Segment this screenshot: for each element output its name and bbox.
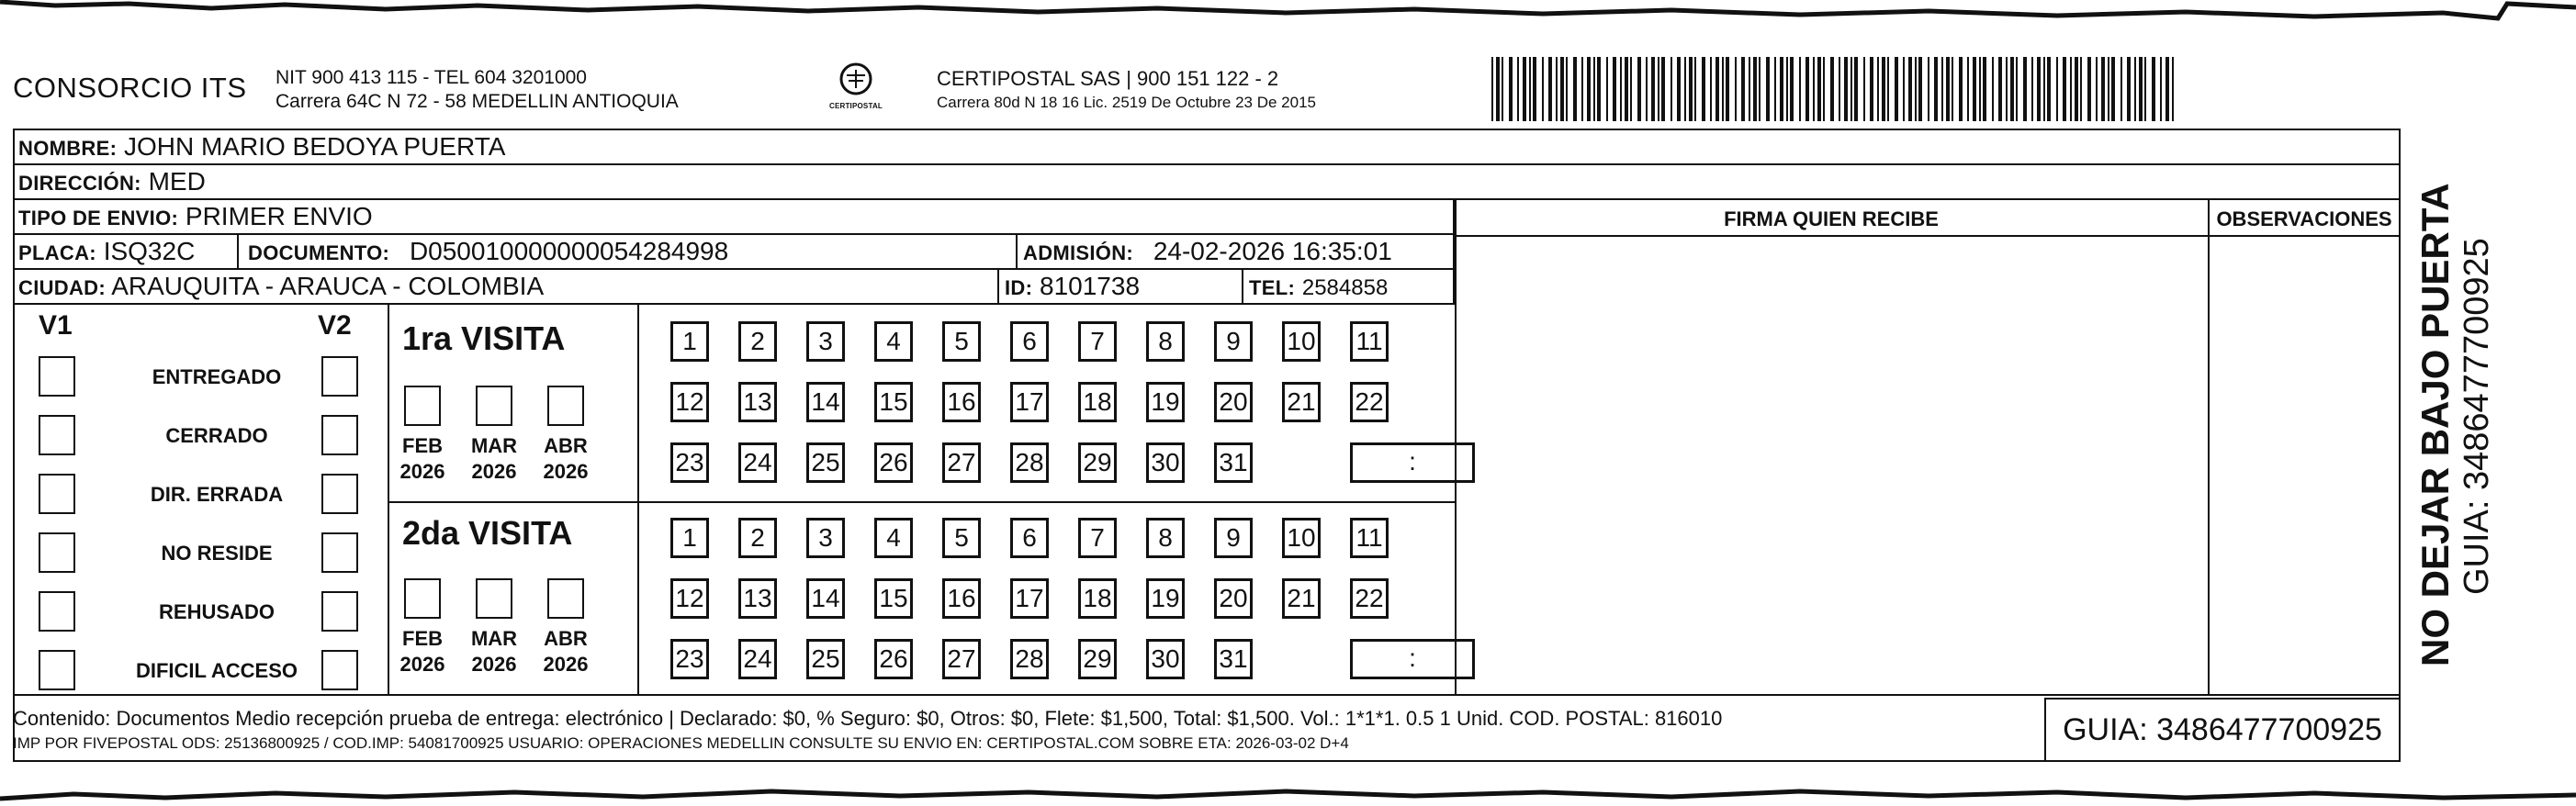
day-box[interactable]: 2 [738, 321, 777, 362]
day-box[interactable]: 31 [1214, 639, 1253, 679]
day-box[interactable]: 11 [1350, 518, 1389, 558]
month-label [467, 626, 522, 677]
barcode [1491, 57, 2180, 121]
day-box[interactable]: 11 [1350, 321, 1389, 362]
barcode-bar [1887, 57, 1889, 121]
barcode-bar [1774, 57, 1776, 121]
observaciones-area[interactable] [2211, 239, 2397, 692]
month-checkbox[interactable] [404, 578, 441, 619]
barcode-bar [1613, 57, 1616, 121]
day-box[interactable]: 2 [738, 518, 777, 558]
status-label: DIR. ERRADA [150, 483, 284, 506]
nombre-value: JOHN MARIO BEDOYA PUERTA [123, 132, 506, 161]
month-label [467, 433, 522, 485]
day-box[interactable]: 12 [670, 578, 709, 619]
status-label: CERRADO [165, 424, 268, 447]
day-box[interactable]: 18 [1078, 578, 1117, 619]
tel-label: TEL: [1249, 276, 1296, 299]
month-name: ABR [544, 434, 588, 457]
day-box[interactable]: 30 [1146, 639, 1185, 679]
barcode-bar [1625, 57, 1628, 121]
v1-checkbox[interactable] [39, 591, 75, 632]
placa-row [15, 235, 1455, 270]
barcode-bar [1979, 57, 1981, 121]
day-box[interactable]: 14 [806, 578, 845, 619]
day-box[interactable]: 4 [874, 518, 913, 558]
barcode-bar [1741, 57, 1745, 121]
tel-divider [1242, 270, 1243, 303]
month-label [538, 626, 593, 677]
carrier-info [937, 66, 1316, 114]
day-box[interactable]: 22 [1350, 578, 1389, 619]
status-divider [388, 305, 389, 694]
imp-line: IMP POR FIVEPOSTAL ODS: 25136800925 / COD.IMP: 54081700925 USUARIO: OPERACIONES MEDELLIN CONSULTE SU ENVIO EN: CERTIPOSTAL.COM SOBRE ETA: 2026-03-02 D+4 [13, 734, 1349, 752]
barcode-bar [1533, 57, 1536, 121]
barcode-bar [1637, 57, 1641, 121]
barcode-bar [1529, 57, 1531, 121]
barcode-bar [2152, 57, 2155, 121]
day-box[interactable]: 16 [942, 382, 981, 422]
day-box[interactable]: 1 [670, 518, 709, 558]
day-box[interactable]: 19 [1146, 382, 1185, 422]
barcode-bar [2070, 57, 2072, 121]
day-box[interactable]: 29 [1078, 639, 1117, 679]
barcode-bar [1630, 57, 1632, 121]
direccion-row [15, 165, 2399, 200]
month-name: MAR [470, 627, 518, 650]
barcode-bar [2108, 57, 2109, 121]
barcode-bar [1702, 57, 1705, 121]
ciudad-row [15, 270, 1455, 305]
barcode-bar [2111, 57, 2115, 121]
month-year: 2026 [399, 460, 445, 483]
side-guia: GUIA: 3486477700925 [2458, 238, 2496, 595]
day-box[interactable]: 9 [1214, 321, 1253, 362]
day-box[interactable]: 5 [942, 518, 981, 558]
id-divider [997, 270, 999, 303]
barcode-bar [1573, 57, 1577, 121]
barcode-bar [2043, 57, 2045, 121]
barcode-bar [1606, 57, 1608, 121]
ciudad-value: ARAUQUITA - ARAUCA - COLOMBIA [111, 272, 545, 300]
barcode-bar [1959, 57, 1963, 121]
documento-group [248, 235, 728, 270]
month-checkbox[interactable] [547, 386, 584, 426]
day-box[interactable]: 3 [806, 518, 845, 558]
admision-label: ADMISIÓN: [1023, 241, 1134, 264]
month-name: FEB [402, 434, 443, 457]
barcode-bar [1661, 57, 1665, 121]
placa-divider [237, 235, 239, 268]
observaciones-header: OBSERVACIONES [2216, 207, 2392, 230]
barcode-bar [1759, 57, 1760, 121]
barcode-bar [1753, 57, 1757, 121]
tipo-row [15, 200, 1455, 235]
barcode-bar [2134, 57, 2136, 121]
company-name: CONSORCIO ITS [13, 72, 247, 104]
nombre-row [15, 130, 2399, 165]
barcode-bar [1946, 57, 1950, 121]
barcode-bar [1726, 57, 1729, 121]
barcode-bar [2031, 57, 2033, 121]
barcode-bar [1908, 57, 1912, 121]
side-warning: NO DEJAR BAJO PUERTA [2413, 183, 2457, 666]
month-year: 2026 [471, 460, 517, 483]
barcode-bar [2101, 57, 2105, 121]
day-box[interactable]: 16 [942, 578, 981, 619]
day-box[interactable]: 25 [806, 639, 845, 679]
v1-header: V1 [39, 310, 73, 341]
day-box[interactable]: 20 [1214, 578, 1253, 619]
day-box[interactable]: 17 [1010, 382, 1049, 422]
ciudad-label: CIUDAD: [18, 276, 106, 299]
firma-header: FIRMA QUIEN RECIBE [1724, 207, 1939, 230]
month-checkbox[interactable] [476, 578, 512, 619]
day-box[interactable]: 27 [942, 639, 981, 679]
month-name: FEB [402, 627, 443, 650]
barcode-bar [1799, 57, 1801, 121]
barcode-bar [1850, 57, 1852, 121]
barcode-bar [1903, 57, 1905, 121]
direccion-label: DIRECCIÓN: [18, 172, 141, 195]
second-visit-title: 2da VISITA [402, 514, 573, 552]
day-box[interactable]: 15 [874, 382, 913, 422]
barcode-bar [2160, 57, 2162, 121]
day-box[interactable]: 26 [874, 639, 913, 679]
barcode-bar [1509, 57, 1513, 121]
barcode-bar [1805, 57, 1809, 121]
delivery-form [13, 129, 2401, 696]
barcode-bar [1722, 57, 1724, 121]
barcode-bar [1786, 57, 1788, 121]
tel-group [1249, 270, 1388, 305]
barcode-bar [2010, 57, 2014, 121]
status-label: NO RESIDE [161, 542, 273, 565]
day-box[interactable]: 17 [1010, 578, 1049, 619]
barcode-bar [1918, 57, 1922, 121]
barcode-bar [1556, 57, 1558, 121]
tipo-value: PRIMER ENVIO [185, 202, 373, 230]
day-box[interactable]: 20 [1214, 382, 1253, 422]
day-box[interactable]: 7 [1078, 518, 1117, 558]
barcode-bar [2063, 57, 2066, 121]
carrier-name: CERTIPOSTAL SAS | 900 151 122 - 2 [937, 67, 1279, 90]
documento-label: DOCUMENTO: [248, 241, 390, 264]
placa-value: ISQ32C [103, 237, 196, 265]
barcode-bar [1689, 57, 1693, 121]
barcode-bar [1587, 57, 1591, 121]
barcode-bar [1735, 57, 1737, 121]
v1-checkbox[interactable] [39, 356, 75, 397]
day-box[interactable]: 5 [942, 321, 981, 362]
day-box[interactable]: 13 [738, 382, 777, 422]
admision-divider [1016, 235, 1018, 268]
barcode-bar [1941, 57, 1943, 121]
barcode-bar [1542, 57, 1544, 121]
barcode-bar [2120, 57, 2122, 121]
day-box[interactable]: 29 [1078, 442, 1117, 483]
day-box[interactable]: 7 [1078, 321, 1117, 362]
v1-checkbox[interactable] [39, 474, 75, 514]
month-label [395, 433, 450, 485]
company-address: Carrera 64C N 72 - 58 MEDELLIN ANTIOQUIA [276, 91, 679, 112]
v2-checkbox[interactable] [321, 591, 358, 632]
status-label: DIFICIL ACCESO [135, 659, 298, 682]
barcode-bar [1491, 57, 1493, 121]
barcode-bar [1560, 57, 1564, 121]
barcode-bar [1694, 57, 1696, 121]
barcode-bar [2144, 57, 2146, 121]
v2-checkbox[interactable] [321, 356, 358, 397]
month-checkbox[interactable] [404, 386, 441, 426]
status-label: ENTREGADO [152, 365, 282, 388]
barcode-bar [2075, 57, 2078, 121]
barcode-bar [2172, 57, 2174, 121]
barcode-bar [2056, 57, 2058, 121]
barcode-bar [1646, 57, 1648, 121]
barcode-bar [2016, 57, 2018, 121]
day-box[interactable]: 14 [806, 382, 845, 422]
day-box[interactable]: 25 [806, 442, 845, 483]
v2-header: V2 [318, 310, 352, 341]
barcode-bar [1790, 57, 1794, 121]
v2-checkbox[interactable] [321, 532, 358, 573]
barcode-bar [1523, 57, 1526, 121]
admision-group [1023, 235, 1392, 270]
company-nit: NIT 900 413 115 - TEL 604 3201000 [276, 67, 587, 88]
day-box[interactable]: 13 [738, 578, 777, 619]
barcode-bar [1998, 57, 2002, 121]
barcode-bar [1566, 57, 1568, 121]
day-box[interactable]: 10 [1282, 321, 1321, 362]
documento-value: D050010000000054284998 [409, 237, 729, 265]
carrier-address: Carrera 80d N 18 16 Lic. 2519 De Octubre 23 De 2015 [937, 94, 1316, 111]
day-box[interactable]: 8 [1146, 518, 1185, 558]
barcode-bar [1928, 57, 1929, 121]
barcode-bar [1749, 57, 1750, 121]
month-name: MAR [470, 434, 518, 457]
day-box[interactable]: 21 [1282, 382, 1321, 422]
barcode-bar [1813, 57, 1815, 121]
day-box[interactable]: 22 [1350, 382, 1389, 422]
day-box[interactable]: 8 [1146, 321, 1185, 362]
torn-top-edge [0, 0, 2576, 28]
day-box[interactable]: 24 [738, 442, 777, 483]
barcode-bar [1496, 57, 1500, 121]
month-year: 2026 [543, 653, 589, 676]
v1-checkbox[interactable] [39, 650, 75, 690]
v1-checkbox[interactable] [39, 415, 75, 455]
barcode-bar [1915, 57, 1917, 121]
barcode-bar [2165, 57, 2169, 121]
barcode-bar [2047, 57, 2051, 121]
firma-area[interactable] [1458, 239, 2206, 692]
day-box[interactable]: 30 [1146, 442, 1185, 483]
v2-checkbox[interactable] [321, 474, 358, 514]
columns-header-line [1457, 235, 2399, 237]
contenido-line: Contenido: Documentos Medio recepción prueba de entrega: electrónico | Declarado: $0, % Seguro: $0, Otros: $0, Flete: $1,500, Total: $1,500. Vol.: 1*1*1. 0.5 1 Unid. COD. POSTAL: 816010 [13, 707, 1723, 730]
barcode-bar [1597, 57, 1601, 121]
time-box[interactable]: : [1350, 639, 1475, 679]
day-box[interactable]: 10 [1282, 518, 1321, 558]
v2-checkbox[interactable] [321, 415, 358, 455]
day-box[interactable]: 24 [738, 639, 777, 679]
barcode-bar [1952, 57, 1953, 121]
barcode-bar [2006, 57, 2008, 121]
barcode-bar [1684, 57, 1686, 121]
month-checkbox[interactable] [547, 578, 584, 619]
barcode-bar [1863, 57, 1865, 121]
visit2-months-divider [637, 501, 639, 694]
time-box[interactable]: : [1350, 442, 1475, 483]
barcode-bar [1677, 57, 1681, 121]
day-box[interactable]: 9 [1214, 518, 1253, 558]
v2-checkbox[interactable] [321, 650, 358, 690]
month-year: 2026 [399, 653, 445, 676]
barcode-bar [1651, 57, 1655, 121]
month-year: 2026 [543, 460, 589, 483]
barcode-bar [1548, 57, 1552, 121]
month-year: 2026 [471, 653, 517, 676]
barcode-bar [2023, 57, 2027, 121]
day-box[interactable]: 12 [670, 382, 709, 422]
visit1-months-divider [637, 305, 639, 501]
barcode-bar [1766, 57, 1770, 121]
barcode-bar [1844, 57, 1848, 121]
day-box[interactable]: 23 [670, 442, 709, 483]
barcode-bar [1983, 57, 1986, 121]
barcode-bar [1581, 57, 1583, 121]
day-box[interactable]: 23 [670, 639, 709, 679]
guia-number: GUIA: 3486477700925 [2044, 698, 2401, 762]
id-value: 8101738 [1040, 272, 1141, 300]
month-name: ABR [544, 627, 588, 650]
barcode-bar [1502, 57, 1503, 121]
day-box[interactable]: 28 [1010, 442, 1049, 483]
barcode-bar [1934, 57, 1938, 121]
barcode-bar [1992, 57, 1994, 121]
barcode-bar [1870, 57, 1873, 121]
barcode-bar [1658, 57, 1659, 121]
barcode-bar [1715, 57, 1719, 121]
nombre-label: NOMBRE: [18, 137, 118, 160]
barcode-bar [1839, 57, 1840, 121]
month-checkbox[interactable] [476, 386, 512, 426]
day-box[interactable]: 3 [806, 321, 845, 362]
barcode-bar [1620, 57, 1622, 121]
day-box[interactable]: 31 [1214, 442, 1253, 483]
day-box[interactable]: 19 [1146, 578, 1185, 619]
barcode-bar [1830, 57, 1834, 121]
barcode-bar [2127, 57, 2131, 121]
barcode-bar [2096, 57, 2098, 121]
barcode-bar [1780, 57, 1783, 121]
id-label: ID: [1005, 276, 1033, 299]
status-label: REHUSADO [159, 600, 275, 623]
month-label [538, 433, 593, 485]
barcode-bar [1710, 57, 1712, 121]
placa-label: PLACA: [18, 241, 96, 264]
day-box[interactable]: 21 [1282, 578, 1321, 619]
day-box[interactable]: 6 [1010, 518, 1049, 558]
day-box[interactable]: 1 [670, 321, 709, 362]
day-box[interactable]: 27 [942, 442, 981, 483]
certipostal-logo [828, 61, 883, 114]
month-label [395, 626, 450, 677]
logo-emblem-icon [828, 61, 883, 97]
day-box[interactable]: 28 [1010, 639, 1049, 679]
day-box[interactable]: 26 [874, 442, 913, 483]
first-visit-title: 1ra VISITA [402, 319, 566, 357]
barcode-bar [1670, 57, 1672, 121]
barcode-bar [2139, 57, 2143, 121]
admision-value: 24-02-2026 16:35:01 [1153, 237, 1392, 265]
barcode-bar [1967, 57, 1969, 121]
tipo-label: TIPO DE ENVIO: [18, 207, 179, 229]
barcode-bar [1882, 57, 1885, 121]
barcode-bar [1854, 57, 1858, 121]
barcode-bar [1823, 57, 1825, 121]
company-info [276, 66, 679, 114]
direccion-value: MED [148, 167, 206, 196]
day-box[interactable]: 15 [874, 578, 913, 619]
v1-checkbox[interactable] [39, 532, 75, 573]
barcode-bar [1895, 57, 1898, 121]
visit-divider [388, 501, 1455, 503]
torn-bottom-edge [0, 778, 2576, 806]
id-group [1005, 270, 1140, 305]
barcode-bar [2080, 57, 2082, 121]
barcode-bar [1593, 57, 1595, 121]
barcode-bar [1973, 57, 1976, 121]
logo-caption: CERTIPOSTAL [828, 102, 883, 110]
day-box[interactable]: 4 [874, 321, 913, 362]
day-box[interactable]: 18 [1078, 382, 1117, 422]
barcode-bar [2087, 57, 2091, 121]
barcode-bar [2037, 57, 2041, 121]
observaciones-left-border [2208, 200, 2210, 694]
day-box[interactable]: 6 [1010, 321, 1049, 362]
barcode-bar [1517, 57, 1519, 121]
barcode-bar [1877, 57, 1879, 121]
barcode-bar [1817, 57, 1821, 121]
tel-value: 2584858 [1301, 275, 1389, 300]
